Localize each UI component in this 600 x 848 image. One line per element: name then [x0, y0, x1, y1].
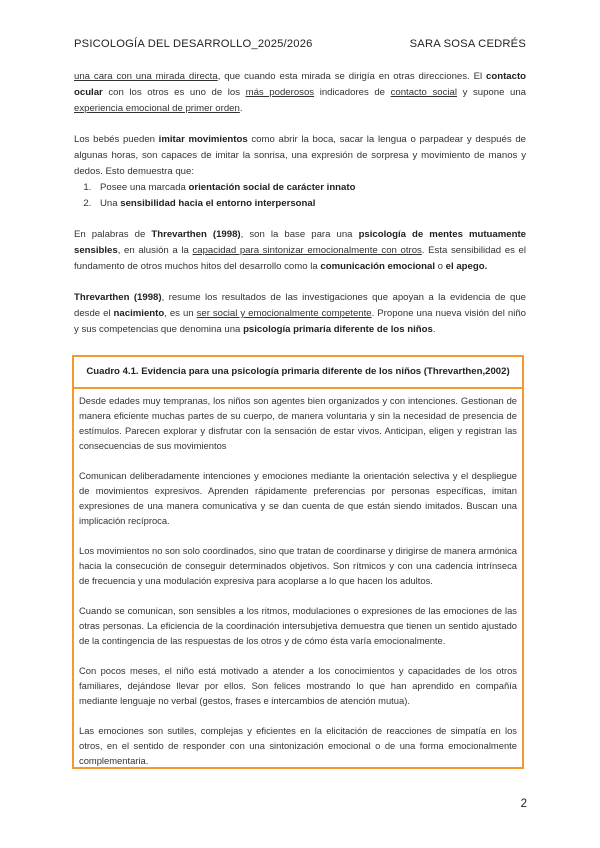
- list-item: 2. Una sensibilidad hacia el entorno interpersonal: [94, 196, 526, 212]
- paragraph-eye-contact: una cara con una mirada directa, que cuando esta mirada se dirigía en otras direcciones. El contacto ocular con los otros es uno de los más poderosos indicadores de contacto social y supone una experiencia emocional de primer orden.: [74, 71, 527, 114]
- list-item: 1. Posee una marcada orientación social de carácter innato: [94, 180, 526, 196]
- box-paragraph: Los movimientos no son solo coordinados, sino que tratan de coordinarse y dirigirse de manera armónica hacia la consecución de conseguir determinados objetivos. Son rítmicos y con una cadencia intrínseca de frecuencia y una modulación expresiva para acoplarse a lo que hacen los adultos.: [79, 545, 517, 586]
- numbered-list: [74, 180, 526, 212]
- header-course-title: PSICOLOGÍA DEL DESARROLLO_2025/2026: [74, 38, 313, 50]
- page-header: [74, 38, 526, 52]
- box-paragraph: Las emociones son sutiles, complejas y eficientes en la elicitación de reacciones de simpatía en los otros, en el sentido de responder con una sintonización emocional o de una forma emocionalmente complementaria.: [79, 725, 517, 766]
- box-paragraph: Cuando se comunican, son sensibles a los ritmos, modulaciones o expresiones de las emociones de las otras personas. La eficiencia de la coordinación intersubjetiva demuestra que tienen un sentido ajustado de la contingencia de las respuestas de los otros y de cómo ésta varía emocionalmente.: [79, 605, 517, 646]
- box-paragraph: Desde edades muy tempranas, los niños son agentes bien organizados y con intenciones. Gestionan de manera eficiente muchas partes de su cuerpo, de manera voluntaria y sin la necesidad de presencia de estímulos. Parecen explorar y disfrutar con la sensación de estar vivos. Anticipan, eligen y registran las consecuencias de sus movimientos: [79, 395, 517, 451]
- box-paragraph: Con pocos meses, el niño está motivado a atender a los conocimientos y capacidades de los otros familiares, dejándose llevar por ellos. Son felices mostrando lo que han aprendido en compañía mediante lenguaje no verbal (gestos, frases e intercambios de atención mutua).: [79, 665, 517, 706]
- box-title: Cuadro 4.1. Evidencia para una psicología primaria diferente de los niños (Threvarthen,2002): [74, 357, 522, 389]
- page-number: 2: [520, 798, 527, 810]
- evidence-box: [72, 355, 524, 769]
- header-author: SARA SOSA CEDRÉS: [409, 38, 526, 50]
- underline-direct-gaze: una cara con una mirada directa: [74, 71, 218, 82]
- box-paragraph: Comunican deliberadamente intenciones y emociones mediante la orientación selectiva y el despliegue de movimientos expresivos. Aprenden rápidamente preferencias por personas específicas, imitan expresiones de una manera comunicativa y se dan cuenta de que están siendo imitados. Buscan una implicación recíproca.: [79, 470, 517, 526]
- document-body: [74, 69, 526, 338]
- paragraph-threvarthen-minds: En palabras de Threvarthen (1998), son la base para una psicología de mentes mutuamente sensibles, en alusión a la capacidad para sintonizar emocionalmente con otros. Esta sensibilidad es el fundamento de otros muchos hitos del desarrollo como la comunicación emocional o el apego.: [74, 229, 526, 272]
- paragraph-imitation: Los bebés pueden imitar movimientos como abrir la boca, sacar la lengua o parpadear y después de algunas horas, son capaces de imitar la sonrisa, una expresión de sorpresa y movimiento de manos y dedos. Esto demuestra que:: [74, 134, 526, 177]
- box-content: [74, 389, 522, 768]
- paragraph-threvarthen-summary: Threvarthen (1998), resume los resultados de las investigaciones que apoyan a la evidencia de que desde el nacimiento, es un ser social y emocionalmente competente. Propone una nueva visión del niño y sus competencias que denomina una psicología primaria diferente de los niños.: [74, 292, 527, 335]
- bold-imitate-movements: imitar movimientos: [158, 134, 248, 145]
- bold-eye-contact: contacto ocular: [74, 71, 526, 98]
